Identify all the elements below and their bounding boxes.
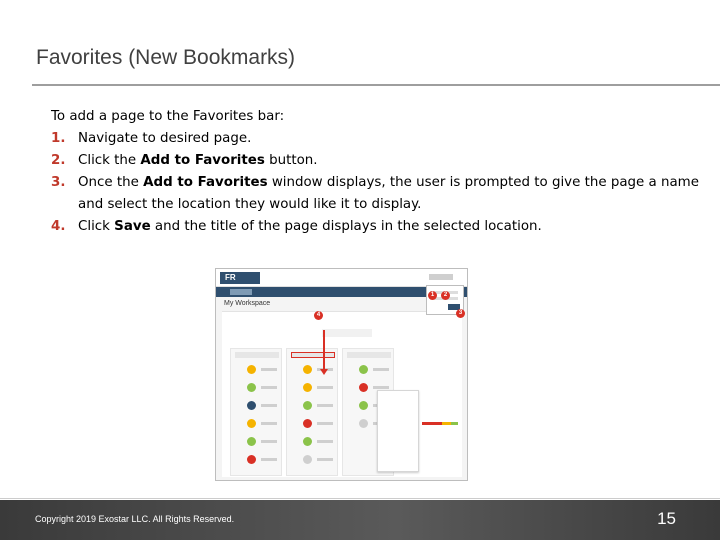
row-text — [261, 404, 277, 407]
row-text — [261, 368, 277, 371]
nav-tab — [230, 289, 252, 295]
progress-bar — [422, 422, 458, 425]
row-text — [317, 404, 333, 407]
row-text — [261, 422, 277, 425]
row-text — [317, 386, 333, 389]
workspace-content — [222, 311, 462, 477]
instructions — [51, 106, 701, 238]
status-dot — [247, 419, 256, 428]
row-text — [373, 386, 389, 389]
widget-column — [286, 348, 338, 476]
status-dot — [303, 419, 312, 428]
row-text — [261, 458, 277, 461]
widget-column — [230, 348, 282, 476]
user-menu — [429, 274, 453, 280]
status-dot — [303, 365, 312, 374]
step-number: 3. — [51, 175, 66, 190]
step-item — [51, 172, 701, 216]
favorites-dropdown — [377, 390, 419, 472]
company-logo: FR — [220, 272, 260, 284]
row-text — [317, 440, 333, 443]
step-text: Once the — [78, 175, 144, 190]
step-text: Click — [78, 219, 115, 234]
row-text — [317, 458, 333, 461]
status-dot — [247, 365, 256, 374]
status-dot — [247, 383, 256, 392]
status-dot — [247, 437, 256, 446]
widget-header — [291, 352, 335, 358]
callout-badge: 2 — [441, 291, 450, 300]
row-text — [373, 368, 389, 371]
instructions-intro: To add a page to the Favorites bar: — [51, 109, 285, 124]
status-dot — [359, 401, 368, 410]
widget-header — [347, 352, 391, 358]
footer-divider — [0, 498, 720, 499]
step-item — [51, 216, 701, 238]
callout-badge: 4 — [314, 311, 323, 320]
status-dot — [303, 455, 312, 464]
screenshot-page-title: My Workspace — [224, 300, 271, 307]
step-number: 1. — [51, 131, 66, 146]
step-text: button. — [264, 153, 318, 168]
status-dot — [247, 401, 256, 410]
page-number: 15 — [657, 509, 676, 528]
step-item — [51, 150, 701, 172]
steps-list — [51, 128, 701, 238]
footer — [0, 500, 720, 540]
step-text: Navigate to desired page. — [78, 131, 252, 146]
step-emphasis: Save — [114, 219, 151, 234]
row-text — [261, 440, 277, 443]
step-item — [51, 128, 701, 150]
step-text: window displays, the user is prompted to give the page a name and select the location they would like it to display. — [78, 175, 699, 212]
status-dot — [359, 419, 368, 428]
step-emphasis: Add to Favorites — [143, 175, 268, 190]
status-dot — [303, 401, 312, 410]
callout-badge: 1 — [428, 291, 437, 300]
status-dot — [359, 365, 368, 374]
banner — [322, 329, 372, 337]
slide-title: Favorites (New Bookmarks) — [36, 46, 296, 69]
callout-arrow — [323, 330, 325, 370]
copyright-text: Copyright 2019 Exostar LLC. All Rights Reserved. — [35, 514, 235, 524]
callout-badge: 3 — [456, 309, 465, 318]
step-number: 4. — [51, 219, 66, 234]
step-emphasis: Add to Favorites — [140, 153, 265, 168]
status-dot — [303, 383, 312, 392]
status-dot — [359, 383, 368, 392]
step-number: 2. — [51, 153, 66, 168]
title-divider — [32, 84, 720, 86]
callout-arrowhead — [320, 369, 328, 375]
favorites-screenshot — [215, 268, 468, 481]
step-text: and the title of the page displays in the selected location. — [150, 219, 542, 234]
widget-header — [235, 352, 279, 358]
step-text: Click the — [78, 153, 141, 168]
row-text — [317, 422, 333, 425]
status-dot — [247, 455, 256, 464]
status-dot — [303, 437, 312, 446]
row-text — [261, 386, 277, 389]
